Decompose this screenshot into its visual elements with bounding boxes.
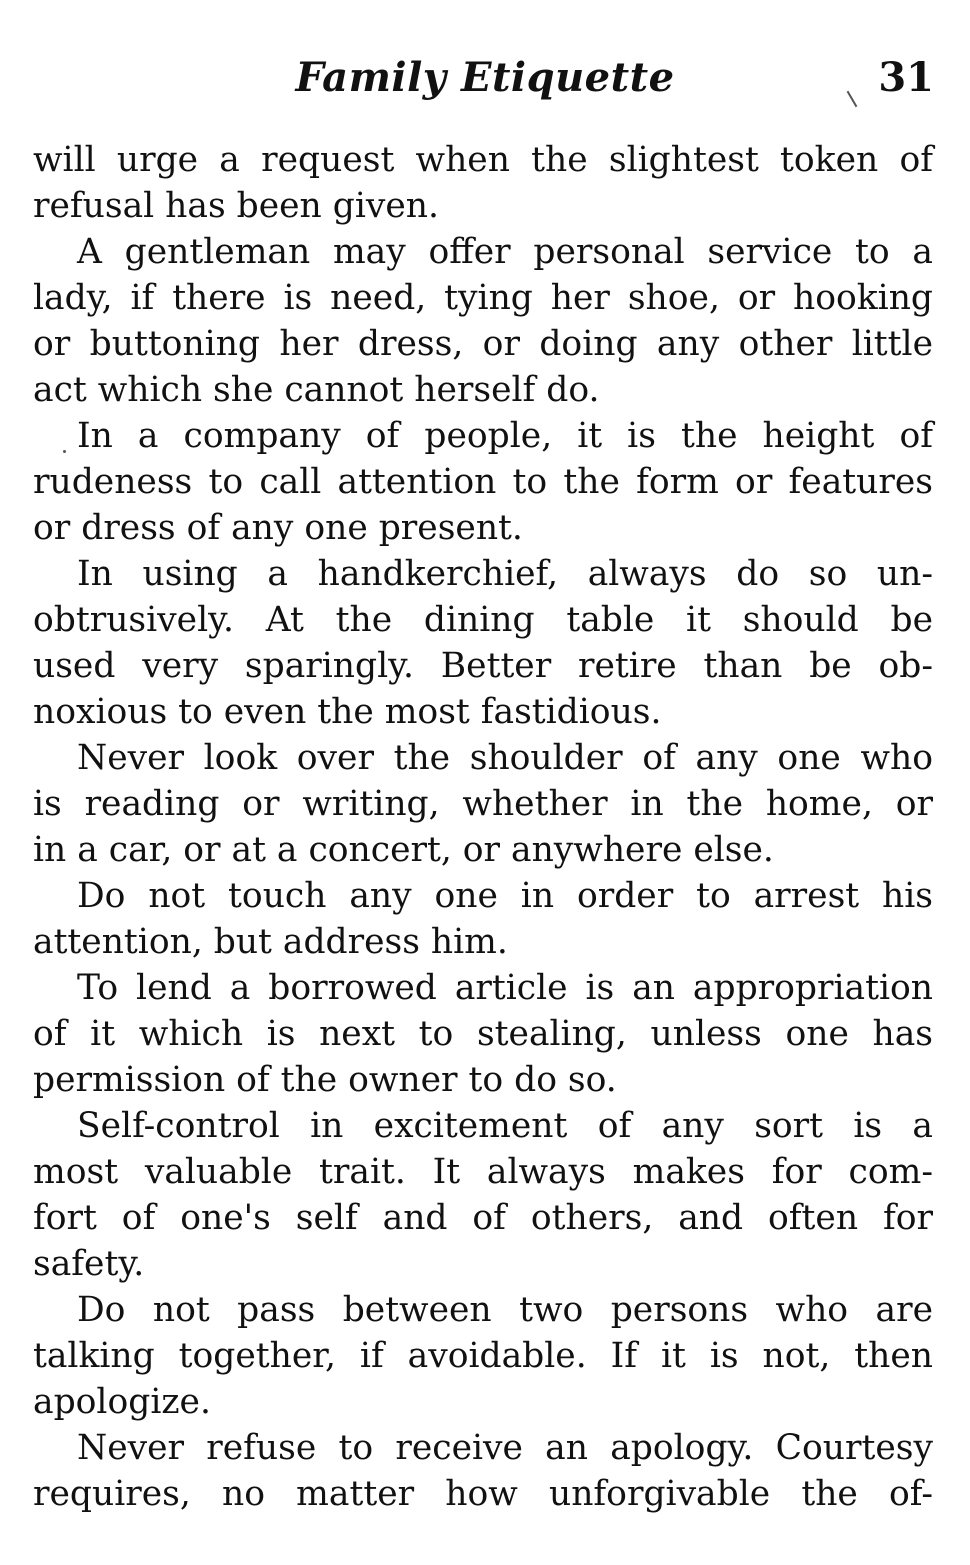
text-line: is reading or writing, whether in the home, or	[33, 784, 933, 824]
text-line: act which she cannot herself do.	[33, 370, 600, 410]
text-line: Never refuse to receive an apology. Courtesy	[77, 1428, 933, 1468]
paragraph	[33, 965, 933, 1103]
text-line: Never look over the shoulder of any one who	[77, 738, 933, 778]
text-line: fort of one's self and of others, and often for	[33, 1198, 933, 1238]
text-line: safety.	[33, 1244, 145, 1284]
paragraph	[33, 873, 933, 965]
text-line: apologize.	[33, 1382, 211, 1422]
text-line: obtrusively. At the dining table it should be	[33, 600, 933, 640]
text-line: attention, but address him.	[33, 922, 508, 962]
text-line: A gentleman may offer personal service to a	[77, 232, 933, 272]
paragraph	[33, 229, 933, 413]
text-line: In using a handkerchief, always do so un-	[77, 554, 933, 594]
paragraph	[33, 137, 933, 229]
running-head	[0, 50, 970, 110]
page-number: 31	[878, 54, 934, 101]
text-line: will urge a request when the slightest token of	[33, 140, 933, 180]
running-title: Family Etiquette	[295, 54, 675, 101]
paragraph	[33, 735, 933, 873]
text-line: Do not pass between two persons who are	[77, 1290, 933, 1330]
paragraph	[33, 551, 933, 735]
text-line: of it which is next to stealing, unless one has	[33, 1014, 933, 1054]
text-line: used very sparingly. Better retire than be ob-	[33, 646, 933, 686]
text-line: lady, if there is need, tying her shoe, or hooking	[33, 278, 933, 318]
text-line: Do not touch any one in order to arrest his	[77, 876, 933, 916]
paragraph	[33, 1425, 933, 1517]
text-line: To lend a borrowed article is an appropriation	[77, 968, 933, 1008]
text-line: requires, no matter how unforgivable the of-	[33, 1474, 933, 1514]
body-text	[33, 137, 933, 1517]
text-line: noxious to even the most fastidious.	[33, 692, 662, 732]
paragraph	[33, 1287, 933, 1425]
text-line: rudeness to call attention to the form or features	[33, 462, 933, 502]
text-line: In a company of people, it is the height of	[77, 416, 933, 456]
text-line: permission of the owner to do so.	[33, 1060, 617, 1100]
text-line: talking together, if avoidable. If it is not, then	[33, 1336, 933, 1376]
text-line: Self-control in excitement of any sort is a	[77, 1106, 933, 1146]
text-line: or dress of any one present.	[33, 508, 523, 548]
paragraph	[33, 413, 933, 551]
text-line: in a car, or at a concert, or anywhere else.	[33, 830, 774, 870]
text-line: most valuable trait. It always makes for com-	[33, 1152, 933, 1192]
text-line: refusal has been given.	[33, 186, 439, 226]
text-line: or buttoning her dress, or doing any other little	[33, 324, 933, 364]
paragraph	[33, 1103, 933, 1287]
